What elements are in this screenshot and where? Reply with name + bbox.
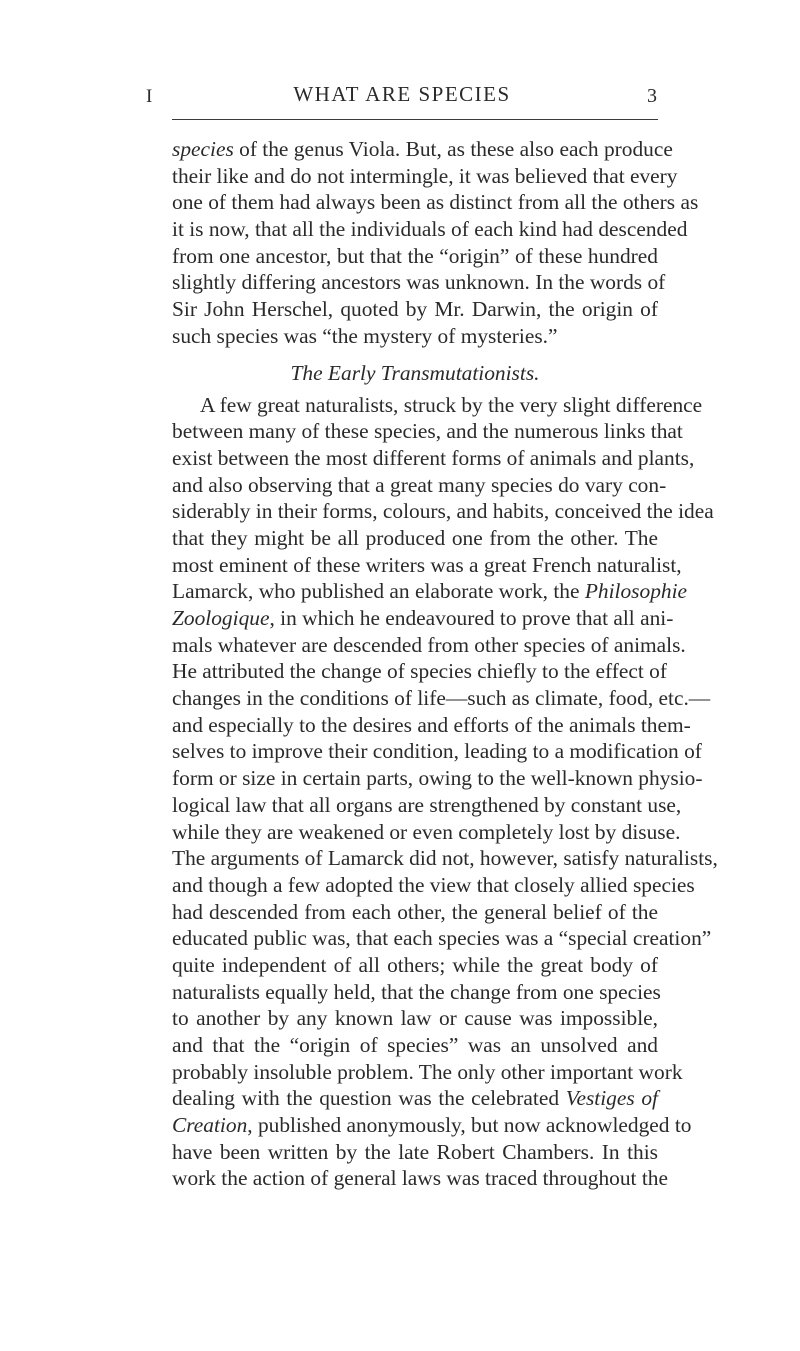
text-line: that they might be all produced one from the other. The	[172, 525, 658, 550]
text-line: species of the genus Viola. But, as these also each produce	[172, 137, 673, 161]
text-line: probably insoluble problem. The only other important work	[172, 1059, 683, 1084]
page-number: 3	[647, 85, 658, 107]
text-line: dealing with the question was the celebrated Vestiges of	[172, 1086, 658, 1111]
text-line: such species was “the mystery of mysteries.”	[172, 323, 558, 348]
running-head	[146, 82, 658, 112]
text-line: to another by any known law or cause was impossible,	[172, 1006, 658, 1031]
text-line: and though a few adopted the view that closely allied species	[172, 872, 695, 897]
text-line: from one ancestor, but that the “origin” of these hundred	[172, 243, 658, 268]
running-title: WHAT ARE SPECIES	[293, 82, 511, 106]
body-text	[172, 136, 718, 1192]
text-line: their like and do not intermingle, it was believed that every	[172, 163, 678, 188]
text-line: quite independent of all others; while the great body of	[172, 952, 658, 977]
text-line: work the action of general laws was traced throughout the	[172, 1166, 668, 1191]
text-line: He attributed the change of species chiefly to the effect of	[172, 659, 667, 684]
text-line: A few great naturalists, struck by the very slight difference	[200, 392, 703, 417]
header-rule	[172, 119, 658, 120]
text-line: and also observing that a great many species do vary con-	[172, 472, 667, 497]
chapter-number: I	[146, 86, 154, 107]
text-line: logical law that all organs are strengthened by constant use,	[172, 792, 682, 817]
text-line: between many of these species, and the numerous links that	[172, 419, 683, 444]
text-line: Lamarck, who published an elaborate work, the Philosophie	[172, 579, 688, 604]
text-line: The arguments of Lamarck did not, however, satisfy naturalists,	[172, 846, 718, 871]
text-line: exist between the most different forms of animals and plants,	[172, 445, 695, 470]
text-line: slightly differing ancestors was unknown. In the words of	[172, 270, 666, 295]
text-line: had descended from each other, the general belief of the	[172, 899, 658, 924]
text-line: Sir John Herschel, quoted by Mr. Darwin, the origin of	[172, 297, 658, 322]
paragraph-1	[172, 136, 699, 350]
text-line: form or size in certain parts, owing to the well-known physio-	[172, 766, 703, 791]
text-line: mals whatever are descended from other species of animals.	[172, 632, 686, 657]
text-line: have been written by the late Robert Chambers. In this	[172, 1139, 658, 1164]
text-line: one of them had always been as distinct from all the others as	[172, 190, 699, 215]
text-line: it is now, that all the individuals of each kind had descended	[172, 217, 688, 242]
text-line: and that the “origin of species” was an unsolved and	[172, 1033, 658, 1057]
text-line: Creation, published anonymously, but now acknowledged to	[172, 1113, 692, 1138]
text-line: naturalists equally held, that the change from one species	[172, 979, 661, 1004]
text-line: and especially to the desires and efforts of the animals them-	[172, 712, 691, 737]
section-heading: The Early Transmutationists.	[290, 360, 540, 385]
text-line: educated public was, that each species was a “special creation”	[172, 926, 712, 951]
text-line: while they are weakened or even completely lost by disuse.	[172, 819, 681, 844]
text-line: most eminent of these writers was a great French naturalist,	[172, 552, 682, 577]
text-line: Zoologique, in which he endeavoured to prove that all ani-	[172, 606, 674, 630]
text-line: siderably in their forms, colours, and habits, conceived the idea	[172, 499, 714, 524]
text-line: selves to improve their condition, leading to a modification of	[172, 739, 702, 764]
text-line: changes in the conditions of life—such as climate, food, etc.—	[172, 686, 711, 711]
paragraph-2	[172, 392, 718, 1193]
